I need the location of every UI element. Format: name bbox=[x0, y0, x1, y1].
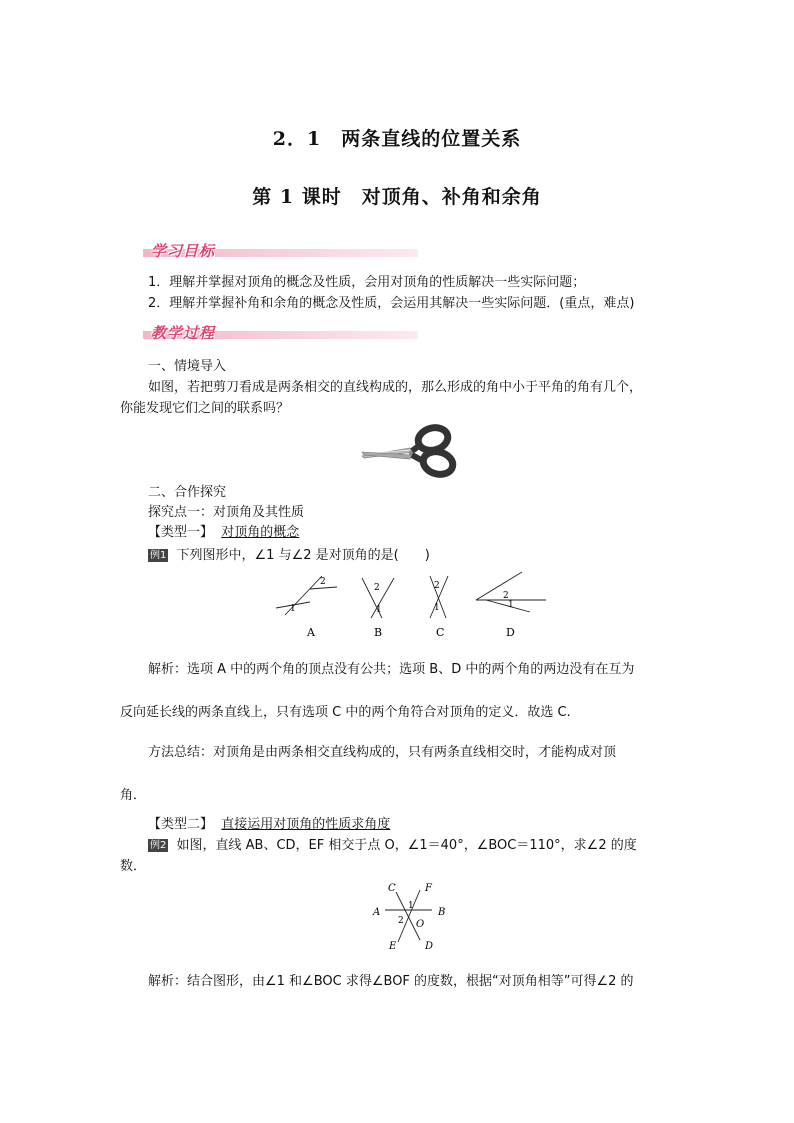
analysis1-line2: 反向延长线的两条直线上，只有选项 C 中的两个角符合对顶角的定义．故选 C. bbox=[120, 705, 571, 720]
option-a-label: A bbox=[307, 626, 315, 639]
option-c-label: C bbox=[436, 626, 445, 639]
goal-1: 1．理解并掌握对顶角的概念及性质，会用对顶角的性质解决一些实际问题； bbox=[148, 275, 586, 290]
type2-title: 直接运用对顶角的性质求角度 bbox=[221, 817, 391, 832]
page-title: 2．1 两条直线的位置关系 bbox=[272, 128, 522, 150]
option-b-label: B bbox=[374, 626, 383, 639]
point-a: A bbox=[373, 907, 381, 918]
point-o: O bbox=[416, 919, 425, 930]
example2-badge: 例2 bbox=[150, 840, 167, 851]
part1-line2: 你能发现它们之间的联系吗？ bbox=[120, 401, 290, 416]
type2-line bbox=[148, 815, 390, 835]
example1-figures bbox=[270, 570, 555, 642]
point-e: E bbox=[389, 941, 397, 952]
fig-c-angle-1: 1 bbox=[434, 603, 440, 613]
part2-heading: 二、合作探究 bbox=[148, 485, 227, 500]
type1-tag: 【类型一】 bbox=[148, 525, 214, 540]
type1-title: 对顶角的概念 bbox=[221, 525, 300, 540]
example1 bbox=[148, 546, 430, 566]
figure-option-a bbox=[276, 576, 337, 615]
point-d: D bbox=[425, 941, 434, 952]
page-subtitle: 第 1 课时 对顶角、补角和余角 bbox=[252, 186, 542, 208]
scissors-icon bbox=[358, 418, 468, 480]
point-f: F bbox=[425, 883, 432, 894]
analysis2-line1: 解析：结合图形，由∠1 和∠BOC 求得∠BOF 的度数，根据“对顶角相等”可得∠2 的 bbox=[148, 974, 634, 989]
example1-text: 下列图形中，∠1 与∠2 是对顶角的是( ) bbox=[176, 548, 430, 563]
point1: 探究点一：对顶角及其性质 bbox=[148, 505, 305, 520]
point-c: C bbox=[388, 883, 396, 894]
part1-line1: 如图，若把剪刀看成是两条相交的直线构成的，那么形成的角中小于平角的角有几个， bbox=[148, 380, 643, 395]
process-label: 教学过程 bbox=[151, 324, 216, 342]
fig-d-angle-1: 1 bbox=[508, 600, 514, 610]
example2-figure bbox=[370, 880, 455, 955]
method1-line1: 方法总结：对顶角是由两条相交直线构成的，只有两条直线相交时，才能构成对顶 bbox=[148, 745, 617, 760]
angle-1-label: 1 bbox=[408, 901, 414, 911]
fig-a-angle-1: 1 bbox=[290, 604, 296, 614]
fig-a-angle-2: 2 bbox=[320, 577, 326, 587]
example1-badge: 例1 bbox=[150, 550, 167, 561]
type1-line bbox=[148, 523, 299, 543]
goals-banner bbox=[143, 240, 418, 264]
option-d-label: D bbox=[506, 626, 515, 639]
fig-b-angle-1: 1 bbox=[376, 605, 382, 615]
process-banner bbox=[143, 322, 418, 346]
example2-line2: 数． bbox=[120, 859, 147, 874]
fig-b-angle-2: 2 bbox=[374, 583, 380, 593]
fig-d-angle-2: 2 bbox=[503, 591, 509, 601]
point-b: B bbox=[438, 907, 446, 918]
goals-label: 学习目标 bbox=[151, 242, 216, 260]
example2 bbox=[148, 836, 637, 856]
part1-heading: 一、情境导入 bbox=[148, 359, 227, 374]
method1-line2: 角． bbox=[120, 788, 147, 803]
angle-2-label: 2 bbox=[398, 916, 404, 926]
analysis1-line1: 解析：选项 A 中的两个角的顶点没有公共；选项 B、D 中的两个角的两边没有在互为 bbox=[148, 662, 635, 677]
example2-text: 如图，直线 AB、CD，EF 相交于点 O，∠1＝40°，∠BOC＝110°，求∠2 的度 bbox=[176, 838, 637, 853]
fig-c-angle-2: 2 bbox=[434, 581, 440, 591]
type2-tag: 【类型二】 bbox=[148, 817, 214, 832]
goal-2: 2．理解并掌握补角和余角的概念及性质，会运用其解决一些实际问题．(重点，难点) bbox=[148, 296, 635, 311]
